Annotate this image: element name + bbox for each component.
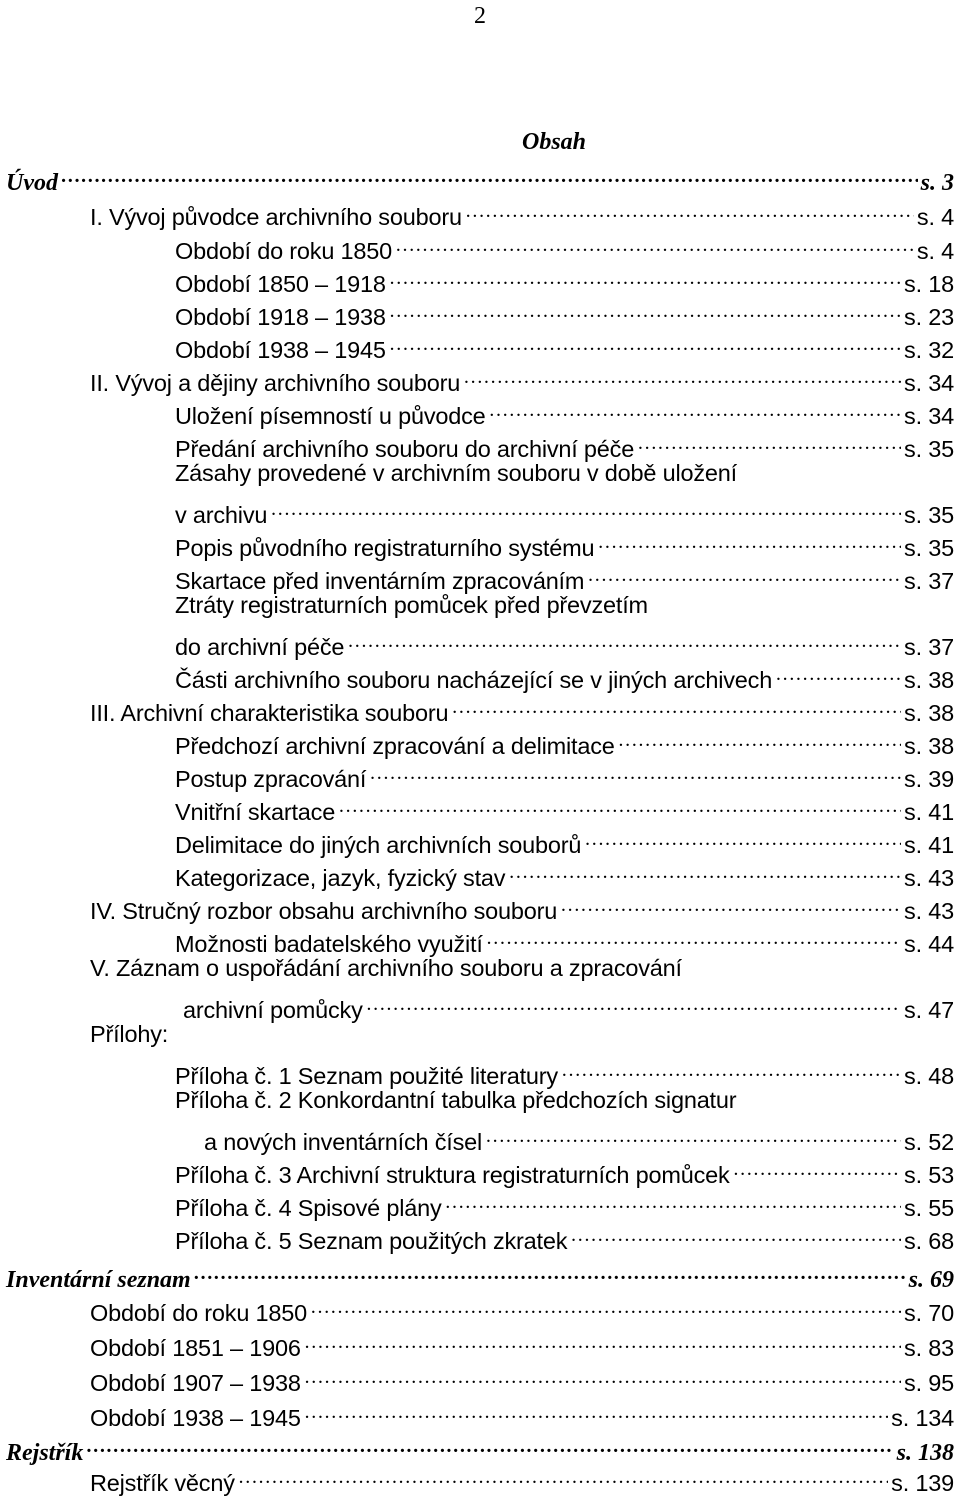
toc-entry-attachment[interactable] <box>175 1051 954 1089</box>
dot-leader <box>451 688 901 721</box>
toc-entry-attachment[interactable] <box>204 1117 954 1155</box>
toc-entry-page: s. 134 <box>891 1405 954 1431</box>
toc-entry-attachment[interactable] <box>175 1084 954 1117</box>
toc-entry-page: s. 70 <box>904 1300 954 1326</box>
toc-entry-label: Příloha č. 2 Konkordantní tabulka předchozích signatur <box>175 1087 737 1113</box>
toc-entry-label: Období do roku 1850 <box>90 1300 308 1326</box>
dot-leader <box>445 1183 902 1216</box>
toc-entry-page: s. 35 <box>904 436 954 462</box>
toc-entry-label: III. Archivní charakteristika souboru <box>90 700 449 726</box>
toc-entry-page: s. 38 <box>904 700 954 726</box>
dot-leader <box>389 292 901 325</box>
toc-entry[interactable] <box>175 721 954 759</box>
toc-entry-page: s. 52 <box>904 1129 954 1155</box>
toc-title: Obsah <box>521 129 587 155</box>
dot-leader <box>584 820 901 853</box>
toc-entry-page: s. 68 <box>904 1228 954 1254</box>
toc-entry-label: Kategorizace, jazyk, fyzický stav <box>175 865 506 891</box>
toc-entry[interactable] <box>90 1458 954 1496</box>
toc-entry-label: Části archivního souboru nacházející se v jiných archivech <box>175 667 773 693</box>
toc-entry-attachment[interactable] <box>175 1183 954 1221</box>
toc-entry-label: Období 1938 – 1945 <box>175 337 386 363</box>
toc-entry[interactable] <box>175 754 954 792</box>
toc-entry-attachment[interactable] <box>175 1150 954 1188</box>
toc-entry[interactable] <box>175 919 954 957</box>
toc-entry-page: s. 23 <box>904 304 954 330</box>
toc-entry-label: Předchozí archivní zpracování a delimitace <box>175 733 615 759</box>
toc-entry-page: s. 38 <box>904 733 954 759</box>
toc-entry-page: s. 138 <box>896 1440 954 1466</box>
page-number: 2 <box>474 3 486 29</box>
toc-entry-page: s. 4 <box>916 238 954 264</box>
toc-entry-page: s. 35 <box>904 502 954 528</box>
toc-entry[interactable] <box>90 1358 954 1396</box>
toc-entry-label: Inventární seznam <box>6 1267 191 1293</box>
toc-entry[interactable] <box>175 457 954 490</box>
toc-entry[interactable] <box>90 1323 954 1361</box>
toc-entry-page: s. 37 <box>904 634 954 660</box>
toc-entry-label: Skartace před inventárním zpracováním <box>175 568 585 594</box>
toc-entry-label: Vnitřní skartace <box>175 799 336 825</box>
toc-entry[interactable] <box>175 622 954 660</box>
toc-entry-label: Příloha č. 3 Archivní struktura registraturních pomůcek <box>175 1162 730 1188</box>
toc-entry[interactable] <box>175 820 954 858</box>
toc-entry-label: Delimitace do jiných archivních souborů <box>175 832 582 858</box>
dot-leader <box>270 490 901 523</box>
toc-entry-label: a nových inventárních čísel <box>204 1129 483 1155</box>
toc-entry[interactable] <box>175 655 954 693</box>
dot-leader <box>369 754 901 787</box>
dot-leader <box>395 226 914 259</box>
toc-entry-label: Ztráty registraturních pomůcek před převzetím <box>175 592 648 618</box>
toc-entry-page: s. 35 <box>904 535 954 561</box>
toc-entry-chapter-3[interactable] <box>90 688 954 726</box>
dot-leader <box>347 622 901 655</box>
toc-entry[interactable] <box>175 226 954 264</box>
dot-leader <box>508 853 901 886</box>
dot-leader <box>570 1216 901 1249</box>
dot-leader <box>238 1458 888 1491</box>
toc-entry-label: Příloha č. 4 Spisové plány <box>175 1195 442 1221</box>
toc-entry[interactable] <box>175 787 954 825</box>
toc-entry[interactable] <box>175 853 954 891</box>
toc-entry-page: s. 55 <box>904 1195 954 1221</box>
dot-leader <box>463 358 901 391</box>
toc-entry-label: Postup zpracování <box>175 766 367 792</box>
toc-entry[interactable] <box>175 325 954 363</box>
toc-entry-page: s. 34 <box>904 403 954 429</box>
dot-leader <box>304 1393 888 1426</box>
toc-entry-chapter-4[interactable] <box>90 886 954 924</box>
dot-leader <box>489 391 902 424</box>
toc-entry-label: Období 1850 – 1918 <box>175 271 386 297</box>
toc-entry-label: Úvod <box>6 170 58 196</box>
toc-entry[interactable] <box>175 556 954 594</box>
dot-leader <box>561 1051 901 1084</box>
toc-entry-label: v archivu <box>175 502 268 528</box>
dot-leader <box>366 985 901 1018</box>
toc-entry-label: do archivní péče <box>175 634 345 660</box>
dot-leader <box>597 523 901 556</box>
dot-leader <box>304 1323 901 1356</box>
dot-leader <box>587 556 901 589</box>
toc-entry[interactable] <box>183 985 954 1023</box>
toc-entry-label: Období 1938 – 1945 <box>90 1405 301 1431</box>
toc-entry-page: s. 39 <box>904 766 954 792</box>
toc-entry-page: s. 69 <box>908 1267 954 1293</box>
toc-entry-page: s. 53 <box>904 1162 954 1188</box>
toc-entry[interactable] <box>175 490 954 528</box>
toc-entry-page: s. 48 <box>904 1063 954 1089</box>
dot-leader <box>389 259 901 292</box>
toc-entry-label: archivní pomůcky <box>183 997 363 1023</box>
toc-entry-label: IV. Stručný rozbor obsahu archivního souboru <box>90 898 558 924</box>
toc-entry-label: Období do roku 1850 <box>175 238 393 264</box>
toc-entry-index[interactable] <box>6 1427 954 1466</box>
toc-entry-page: s. 37 <box>904 568 954 594</box>
toc-entry-label: Příloha č. 1 Seznam použité literatury <box>175 1063 558 1089</box>
toc-entry[interactable] <box>175 589 954 622</box>
toc-entry-label: Období 1918 – 1938 <box>175 304 386 330</box>
toc-entry-page: s. 3 <box>920 170 954 196</box>
toc-entry-chapter-2[interactable] <box>90 358 954 396</box>
dot-leader <box>86 1427 893 1460</box>
toc-entry[interactable] <box>175 292 954 330</box>
toc-entry-label: Popis původního registraturního systému <box>175 535 595 561</box>
dot-leader <box>485 1117 901 1150</box>
toc-entry-label: V. Záznam o uspořádání archivního souboru a zpracování <box>90 955 682 981</box>
toc-entry-page: s. 47 <box>904 997 954 1023</box>
toc-entry-page: s. 95 <box>904 1370 954 1396</box>
toc-entry-label: II. Vývoj a dějiny archivního souboru <box>90 370 461 396</box>
toc-entry[interactable] <box>90 1288 954 1326</box>
toc-entry-inventory[interactable] <box>6 1254 954 1293</box>
dot-leader <box>560 886 901 919</box>
dot-leader <box>389 325 901 358</box>
dot-leader <box>338 787 901 820</box>
toc-entry-chapter-1[interactable] <box>90 192 954 230</box>
toc-entry[interactable] <box>175 259 954 297</box>
toc-entry-label: Období 1907 – 1938 <box>90 1370 301 1396</box>
toc-entry-attachments[interactable] <box>90 1018 954 1051</box>
toc-entry-page: s. 83 <box>904 1335 954 1361</box>
toc-entry-label: Rejstřík věcný <box>90 1470 235 1496</box>
toc-entry-attachment[interactable] <box>175 1216 954 1254</box>
toc-entry[interactable] <box>90 1393 954 1431</box>
toc-entry-uvod[interactable] <box>6 157 954 196</box>
toc-entry-page: s. 41 <box>904 799 954 825</box>
toc-entry-label: Období 1851 – 1906 <box>90 1335 301 1361</box>
toc-entry-page: s. 43 <box>904 865 954 891</box>
toc-entry-label: Příloha č. 5 Seznam použitých zkratek <box>175 1228 568 1254</box>
dot-leader <box>465 192 914 225</box>
dot-leader <box>618 721 901 754</box>
toc-entry-label: Zásahy provedené v archivním souboru v době uložení <box>175 460 737 486</box>
toc-entry-page: s. 139 <box>891 1470 954 1496</box>
dot-leader <box>637 424 901 457</box>
toc-entry-page: s. 4 <box>916 204 954 230</box>
dot-leader <box>733 1150 901 1183</box>
dot-leader <box>775 655 901 688</box>
toc-entry[interactable] <box>175 424 954 462</box>
toc-entry-page: s. 41 <box>904 832 954 858</box>
dot-leader <box>304 1358 901 1391</box>
toc-entry-label: Přílohy: <box>90 1021 169 1047</box>
toc-entry-page: s. 32 <box>904 337 954 363</box>
toc-entry-label: Předání archivního souboru do archivní péče <box>175 436 635 462</box>
dot-leader <box>486 919 901 952</box>
toc-entry-label: Možnosti badatelského využití <box>175 931 483 957</box>
toc-entry-page: s. 44 <box>904 931 954 957</box>
toc-entry[interactable] <box>175 523 954 561</box>
toc-entry-page: s. 18 <box>904 271 954 297</box>
dot-leader <box>310 1288 901 1321</box>
toc-entry-page: s. 34 <box>904 370 954 396</box>
toc-entry[interactable] <box>175 391 954 429</box>
dot-leader <box>61 157 918 190</box>
toc-entry-page: s. 43 <box>904 898 954 924</box>
toc-entry-label: Rejstřík <box>6 1440 84 1466</box>
toc-entry-page: s. 38 <box>904 667 954 693</box>
toc-entry-label: I. Vývoj původce archivního souboru <box>90 204 462 230</box>
dot-leader <box>194 1254 906 1287</box>
toc-entry-chapter-5[interactable] <box>90 952 954 985</box>
toc-entry-label: Uložení písemností u původce <box>175 403 486 429</box>
